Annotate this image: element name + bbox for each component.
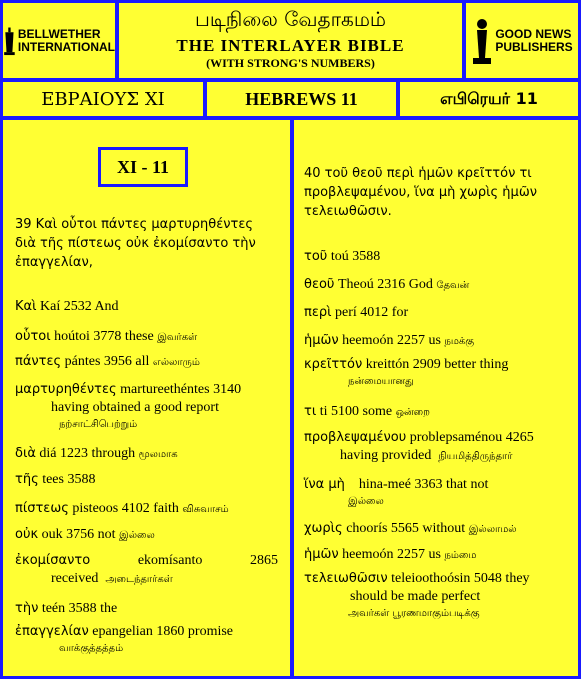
verse-line: 40 τοῦ θεοῦ περὶ ἡμῶν κρεῖττόν τι	[304, 166, 532, 181]
word-entry	[304, 356, 566, 390]
transliteration: ti 5100 some	[319, 404, 393, 419]
transliteration: Theoú 2316 God	[337, 277, 433, 292]
greek-word: θεοῦ	[304, 277, 335, 292]
transliteration: pisteoos 4102 faith	[72, 501, 179, 516]
greek-word: περὶ	[304, 305, 332, 320]
greek-word: πάντες	[15, 354, 62, 369]
english-book-header: HEBREWS 11	[204, 79, 399, 119]
greek-word: ἵνα μὴ	[304, 477, 345, 492]
transliteration: toú 3588	[330, 249, 381, 264]
word-entry	[15, 526, 278, 545]
tamil-meaning: இல்லை	[119, 530, 155, 541]
transliteration: tees 3588	[42, 472, 96, 487]
tamil-meaning: நியமித்திருந்தார்	[438, 451, 513, 462]
greek-word: πίστεως	[15, 501, 69, 516]
tamil-meaning: விசுவாசம்	[182, 504, 229, 515]
greek-word: μαρτυρηθέντες	[15, 382, 117, 397]
verse-line: διὰ τῆς πίστεως οὐκ ἐκομίσαντο τὴν	[15, 236, 256, 251]
word-entry	[15, 552, 278, 589]
word-entry	[15, 445, 278, 464]
transliteration: Kaí 2532 And	[40, 299, 119, 314]
transliteration: ekomísanto	[137, 553, 203, 568]
title-block	[116, 0, 465, 81]
greek-word: διὰ	[15, 446, 36, 461]
word-entry	[304, 248, 566, 266]
word-entry	[304, 476, 566, 510]
greek-word: τὴν	[15, 601, 39, 616]
tamil-meaning: நமக்கு	[444, 336, 475, 347]
greek-word: τῆς	[15, 472, 39, 487]
transliteration: pántes 3956 all	[64, 354, 150, 369]
bellwether-logo	[0, 0, 118, 81]
transliteration: choorís 5565 without	[346, 521, 466, 536]
word-entry	[304, 304, 566, 322]
word-entry	[15, 328, 278, 347]
greek-word: οὗτοι	[15, 329, 51, 344]
word-entry	[15, 600, 278, 618]
word-entry	[304, 570, 566, 622]
transliteration: kreittón 2909 better thing	[365, 357, 509, 372]
verse-40-text	[304, 164, 570, 221]
transliteration: diá 1223 through	[39, 446, 136, 461]
word-entry	[304, 403, 566, 422]
greek-word: ἐκομίσαντο	[15, 553, 91, 568]
transliteration: perí 4012 for	[335, 305, 409, 320]
tamil-meaning: நற்சாட்சிபெற்றும்	[59, 419, 138, 430]
english-meaning: having provided	[340, 448, 432, 463]
tamil-meaning: இல்லாமல்	[468, 524, 517, 535]
transliteration: problepsaménou 4265	[409, 430, 534, 445]
tamil-meaning: மூலமாக	[138, 449, 178, 460]
tamil-meaning: அவர்கள் பூரணமாகும்படிக்கு	[348, 608, 480, 619]
transliteration: epangelian 1860 promise	[92, 624, 234, 639]
greek-word: ἐπαγγελίαν	[15, 624, 89, 639]
tamil-meaning: இல்லை	[348, 496, 384, 507]
greek-word: χωρὶς	[304, 521, 343, 536]
transliteration: hoútoi 3778 these	[54, 329, 154, 344]
verse-line: τελειωθῶσιν.	[304, 204, 392, 219]
greek-word: Καὶ	[15, 299, 37, 314]
transliteration: martureethéntes 3140	[120, 382, 242, 397]
greek-word: τελειωθῶσιν	[304, 571, 388, 586]
english-meaning: having obtained a good report	[51, 400, 219, 415]
word-entry	[15, 381, 278, 433]
verse-line: προβλεψαμένου, ἵνα μὴ χωρὶς ἡμῶν	[304, 185, 537, 200]
right-column	[291, 117, 581, 679]
greek-word: τι	[304, 404, 317, 419]
tamil-meaning: வாக்குத்தத்தம்	[59, 643, 124, 654]
tamil-book-header: எபிரெயர் 11	[397, 79, 581, 119]
tamil-meaning: எல்லாரும்	[152, 357, 200, 368]
verse-39-text	[15, 215, 280, 272]
transliteration: heemoón 2257 us	[342, 333, 441, 348]
word-entry	[304, 520, 566, 539]
tamil-meaning: தேவன்	[436, 280, 470, 291]
transliteration: teleioothoósin 5048 they	[391, 571, 530, 586]
transliteration: teén 3588 the	[41, 601, 118, 616]
verse-line: 39 Καὶ οὗτοι πάντες μαρτυρηθέντες	[15, 217, 254, 232]
left-column	[0, 117, 293, 679]
greek-word: προβλεψαμένου	[304, 430, 407, 445]
bell-tower-icon	[3, 16, 16, 66]
greek-book-header: ΕΒΡΑΙΟΥΣ XI	[0, 79, 206, 119]
word-entry	[15, 353, 278, 372]
transliteration: hina-meé 3363 that not	[358, 477, 489, 492]
lamp-icon	[471, 16, 493, 66]
tamil-meaning: நன்மையானது	[348, 376, 414, 387]
greek-word: ἡμῶν	[304, 333, 339, 348]
strongs-number: 2865	[250, 553, 278, 568]
transliteration: heemoón 2257 us	[342, 547, 441, 562]
verse-line: ἐπαγγελίαν,	[15, 255, 93, 270]
greek-word: οὐκ	[15, 527, 39, 542]
bellwether-logo-text: BELLWETHER INTERNATIONAL	[17, 26, 115, 54]
greek-word: κρεῖττόν	[304, 357, 363, 372]
title-tamil: படிநிலை வேதாகமம்	[194, 7, 387, 31]
title-english: THE INTERLAYER BIBLE	[176, 36, 405, 55]
greek-word: ἡμῶν	[304, 547, 339, 562]
good-news-logo-text: GOOD NEWS PUBLISHERS	[495, 26, 573, 54]
word-entry	[304, 276, 566, 295]
tamil-meaning: ஒன்றை	[395, 407, 430, 418]
word-entry	[15, 500, 278, 519]
title-subtitle: (WITH STRONG'S NUMBERS)	[206, 56, 375, 70]
word-entry	[15, 471, 278, 489]
chapter-label: XI - 11	[98, 147, 188, 187]
english-meaning: should be made perfect	[350, 589, 481, 604]
greek-word: τοῦ	[304, 249, 328, 264]
tamil-meaning: நம்மை	[444, 550, 477, 561]
word-entry	[304, 332, 566, 351]
tamil-meaning: அடைந்தார்கள்	[105, 574, 173, 585]
word-entry	[15, 298, 278, 316]
good-news-logo	[463, 0, 581, 81]
transliteration: ouk 3756 not	[41, 527, 116, 542]
tamil-meaning: இவர்கள்	[157, 332, 198, 343]
word-entry	[304, 429, 566, 466]
word-entry	[304, 546, 566, 565]
word-entry	[15, 623, 278, 657]
english-meaning: received	[51, 571, 99, 586]
